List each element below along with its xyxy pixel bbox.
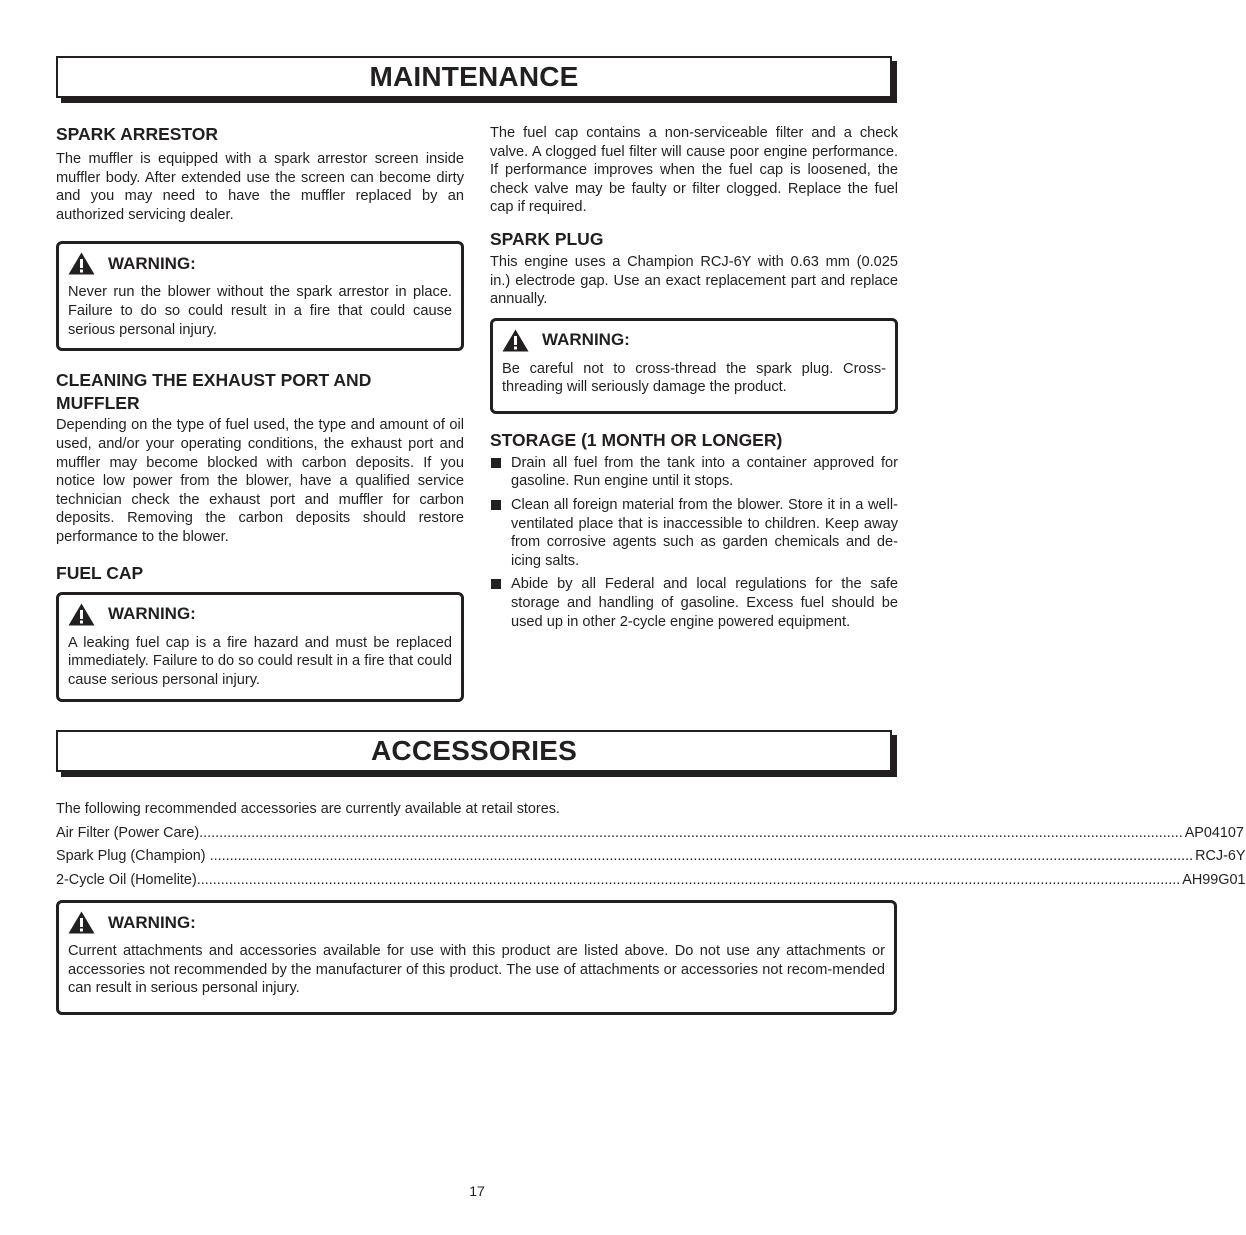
fuel-cap-heading: FUEL CAP xyxy=(56,562,144,583)
spark-arrestor-text: The muffler is equipped with a spark arrestor screen inside muffler body. After extended use the screen can become dirty and you may need to have the muffler replaced by an authorized servicing dealer. xyxy=(56,151,464,223)
spark-plug-heading: SPARK PLUG xyxy=(490,228,604,249)
warning-triangle-icon xyxy=(68,911,95,934)
accessory-code: RCJ-6Y xyxy=(1195,848,1246,864)
accessories-warning-box xyxy=(56,900,897,1015)
warning-text: Current attachments and accessories available for use with this product are listed above. Do not use any attachments or accessories not recommended by the manufacturer of this product. The use of attachments or accessories not recom-mended can result in serious personal injury. xyxy=(68,943,885,997)
accessory-code: AH99G01 xyxy=(1182,872,1246,888)
warning-triangle-icon xyxy=(68,252,95,275)
maintenance-banner xyxy=(56,56,892,98)
warning-label: WARNING: xyxy=(108,253,196,273)
list-item: Clean all foreign material from the blower. Store it in a well-ventilated place that is inaccessible to children. Keep away from corrosive agents such as garden chemicals and de-icing salts. xyxy=(490,496,898,570)
fuel-cap-text: The fuel cap contains a non-serviceable filter and a check valve. A clogged fuel filter will cause poor engine performance. If performance improves when the fuel cap is loosened, the check valve may be faulty or filter clogged. Replace the fuel cap if required. xyxy=(490,125,898,216)
left-column xyxy=(56,123,464,702)
leader-dots: ...................................................................................................................................................................................................................................................... xyxy=(209,848,1194,864)
spark-arrestor-heading: SPARK ARRESTOR xyxy=(56,124,219,144)
cleaning-text: Depending on the type of fuel used, the type and amount of oil used, and/or your operating conditions, the exhaust port and muffler may become blocked with carbon deposits. If you notice low power from the blower, have a qualified service technician check the exhaust port and muffler for carbon deposits. Removing the carbon deposits should restore performance to the blower. xyxy=(56,417,464,545)
leader-dots: ...................................................................................................................................................................................................................................................... xyxy=(199,825,1183,841)
warning-label: WARNING: xyxy=(108,604,196,624)
maintenance-title: MAINTENANCE xyxy=(369,61,579,92)
fuel-cap-warning-box xyxy=(56,592,464,702)
accessories-banner xyxy=(56,730,892,772)
accessory-name: Spark Plug (Champion) xyxy=(56,848,210,864)
warning-label: WARNING: xyxy=(108,912,196,932)
storage-list xyxy=(490,454,898,631)
bullet-square-icon xyxy=(491,500,501,510)
spark-plug-text: This engine uses a Champion RCJ-6Y with 0.63 mm (0.025 in.) electrode gap. Use an exact replacement part and replace annually. xyxy=(490,253,898,308)
warning-label: WARNING: xyxy=(542,330,630,350)
accessories-title: ACCESSORIES xyxy=(370,735,578,766)
bullet-square-icon xyxy=(491,579,501,589)
spark-plug-warning-box xyxy=(490,318,898,414)
warning-text: A leaking fuel cap is a fire hazard and must be replaced immediately. Failure to do so could result in a fire that could cause serious personal injury. xyxy=(68,634,452,688)
warning-triangle-icon xyxy=(68,603,95,626)
accessory-row xyxy=(56,847,1246,865)
leader-dots: ...................................................................................................................................................................................................................................................... xyxy=(196,872,1181,888)
right-column xyxy=(490,124,898,636)
accessory-name: 2-Cycle Oil (Homelite) xyxy=(56,872,197,888)
accessory-row xyxy=(56,871,1246,889)
storage-heading: STORAGE (1 MONTH OR LONGER) xyxy=(490,429,783,450)
cleaning-heading: CLEANING THE EXHAUST PORT AND MUFFLER xyxy=(56,370,372,414)
bullet-square-icon xyxy=(491,458,501,468)
warning-triangle-icon xyxy=(502,329,529,352)
accessories-intro: The following recommended accessories are currently available at retail stores. xyxy=(56,801,560,817)
list-item: Abide by all Federal and local regulations for the safe storage and handling of gasoline. Excess fuel should be used up in other 2-cycle engine powered equipment. xyxy=(490,575,898,631)
warning-text: Be careful not to cross-thread the spark plug. Cross-threading will seriously damage the product. xyxy=(502,360,886,396)
accessory-row xyxy=(56,824,1244,842)
page-number: 17 xyxy=(469,1183,485,1199)
accessory-code: AP04107 xyxy=(1184,825,1244,841)
list-item: Drain all fuel from the tank into a container approved for gasoline. Run engine until it stops. xyxy=(490,454,898,491)
spark-arrestor-warning-box xyxy=(56,241,464,351)
accessory-name: Air Filter (Power Care) xyxy=(56,825,200,841)
warning-text: Never run the blower without the spark arrestor in place. Failure to do so could result in a fire that could cause serious personal injury. xyxy=(68,284,452,338)
